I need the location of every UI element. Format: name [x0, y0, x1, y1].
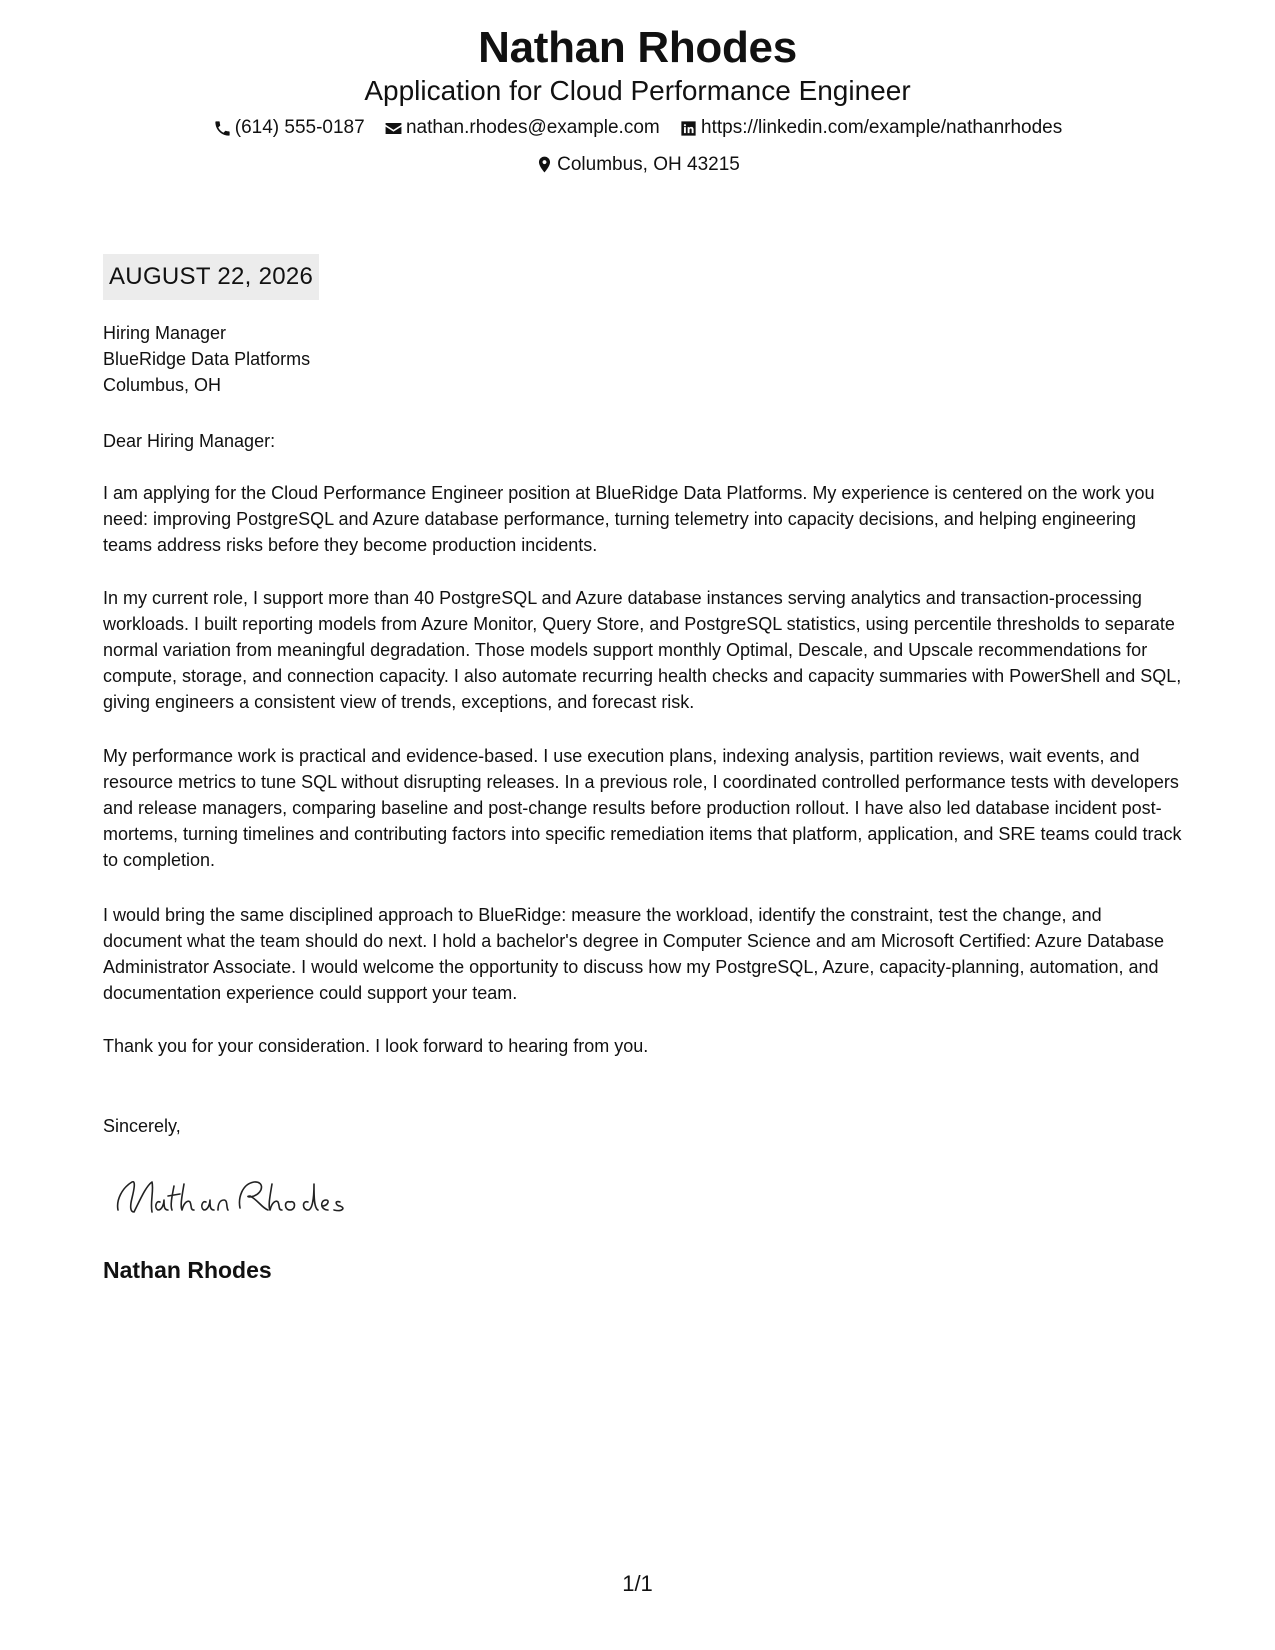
page-number: 1/1 [622, 1571, 653, 1596]
contact-linkedin[interactable] [679, 116, 1062, 140]
contact-email[interactable] [384, 116, 660, 140]
envelope-icon [384, 119, 403, 138]
application-title: Application for Cloud Performance Engineer [364, 75, 911, 106]
linkedin-icon [679, 119, 698, 138]
letter-date: AUGUST 22, 2026 [103, 254, 319, 300]
email-text[interactable]: nathan.rhodes@example.com [405, 117, 660, 138]
recipient-title: Hiring Manager [103, 323, 227, 343]
phone-text: (614) 555-0187 [234, 117, 365, 138]
paragraph-current-role: In my current role, I support more than 40 PostgreSQL and Azure database instances serving analytics and transaction-processing workloads. I built reporting models from Azure Monitor, Query Store, and PostgreSQL statistics, using percentile thresholds to separate normal variation from meaningful degradation. Those models support monthly Optimal, Descale, and Upscale recommendations for compute, storage, and connection capacity. I also automate recurring health checks and capacity summaries with PowerShell and SQL, giving engineers a consistent view of trends, exceptions, and forecast risk. [103, 588, 1182, 712]
paragraph-thanks: Thank you for your consideration. I look forward to hearing from you. [103, 1036, 649, 1056]
recipient-block [103, 320, 1183, 398]
letter-header [0, 22, 1275, 181]
contact-phone [213, 116, 365, 140]
applicant-name: Nathan Rhodes [478, 23, 797, 72]
contact-location-line [0, 153, 1275, 182]
map-pin-icon [535, 155, 554, 174]
recipient-company: BlueRidge Data Platforms [103, 349, 311, 369]
paragraph-approach: I would bring the same disciplined approach to BlueRidge: measure the workload, identify the constraint, test the change, and document what the team should do next. I hold a bachelor's degree in Computer Science and am Microsoft Certified: Azure Database Administrator Associate. I would welcome the opportunity to discuss how my PostgreSQL, Azure, capacity-planning, automation, and documentation experience could support your team. [103, 905, 1165, 1003]
contact-line [0, 116, 1275, 145]
salutation: Dear Hiring Manager: [103, 431, 276, 451]
paragraph-intro: I am applying for the Cloud Performance Engineer position at BlueRidge Data Platforms. My experience is centered on the work you need: improving PostgreSQL and Azure database performance, turning telemetry into capacity decisions, and helping engineering teams address risks before they become production incidents. [103, 483, 1155, 555]
paragraph-performance-work: My performance work is practical and evidence-based. I use execution plans, indexing analysis, partition reviews, wait events, and resource metrics to tune SQL without disrupting releases. In a previous role, I coordinated controlled performance tests with developers and release managers, comparing baseline and post-change results before production rollout. I have also led database incident post-mortems, turning timelines and contributing factors into specific remediation items that platform, application, and SRE teams could track to completion. [103, 746, 1182, 870]
recipient-location: Columbus, OH [103, 375, 222, 395]
linkedin-text[interactable]: https://linkedin.com/example/nathanrhodes [701, 117, 1063, 138]
location-text: Columbus, OH 43215 [557, 153, 740, 175]
handwritten-signature [112, 1170, 362, 1226]
phone-icon [213, 119, 232, 138]
signer-name: Nathan Rhodes [103, 1257, 272, 1283]
closing: Sincerely, [103, 1116, 181, 1136]
contact-location [535, 153, 740, 177]
